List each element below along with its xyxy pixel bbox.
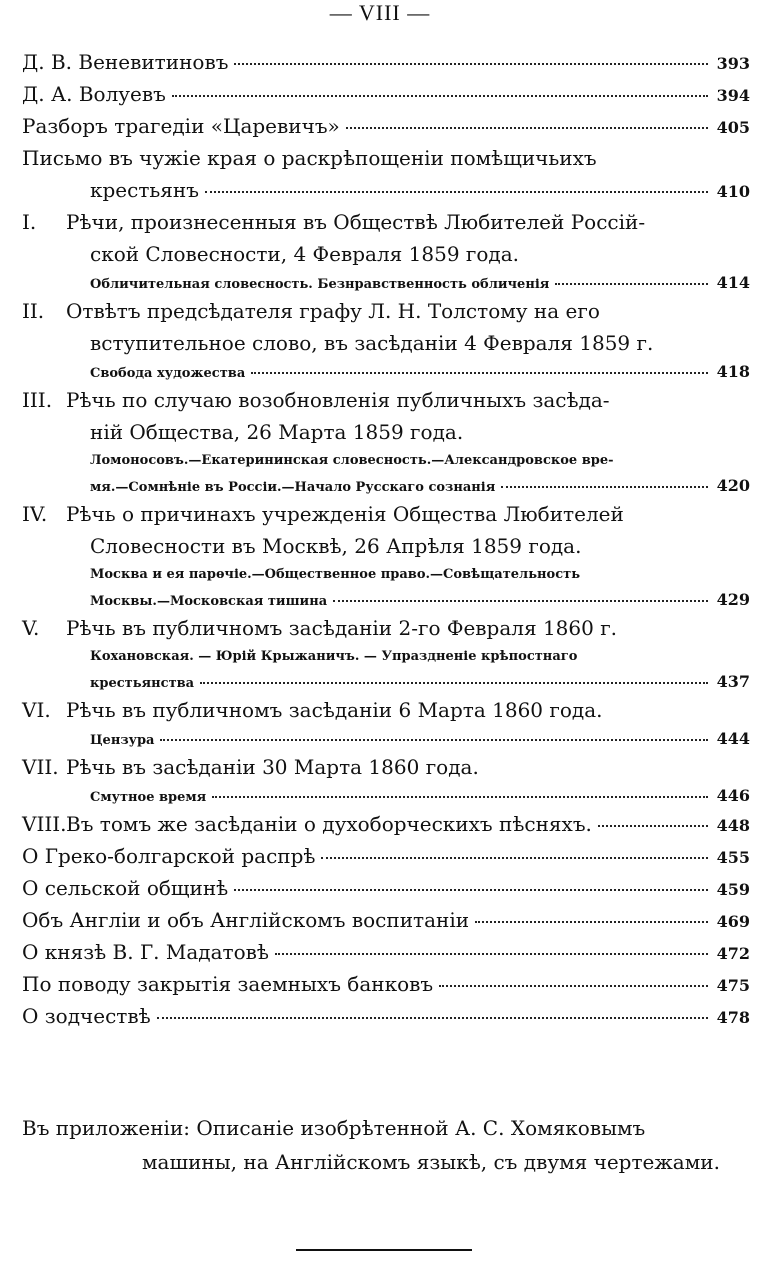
closing-rule [296,1249,472,1251]
subentry-text: Цензура [90,733,155,748]
entry-title-cont: ской Словесности, 4 Февраля 1859 года. [90,242,520,266]
entry-number: V. [22,616,40,640]
toc-entry-line[interactable] [22,142,750,174]
entry-page: 405 [716,118,750,137]
entry-title-cont: Словесности въ Москвѣ, 26 Апрѣля 1859 года. [90,534,582,558]
toc-entry[interactable] [22,808,750,840]
entry-title: Д. А. Волуевъ [22,82,166,106]
appendix-line-1: Въ приложеніи: Описаніе изобрѣтенной А. С. Хомяковымъ [22,1116,646,1140]
subentry-text: Обличительная словесность. Безнравственность обличенія [90,277,550,292]
entry-number: VIII. [22,812,67,836]
toc-entry-line[interactable] [22,327,750,359]
entry-title: По поводу закрытія заемныхъ банковъ [22,972,434,996]
table-of-contents [22,46,750,1032]
entry-title-cont: ній Общества, 26 Марта 1859 года. [90,420,464,444]
entry-title: Въ томъ же засѣданіи о духоборческихъ пѣсняхъ. [66,812,592,836]
dot-leader [234,62,708,65]
entry-title: Письмо въ чужіе края о раскрѣпощеніи помѣщичьихъ [22,146,597,170]
dot-leader [160,738,708,741]
toc-subentry[interactable] [22,644,750,669]
dot-leader [439,984,708,987]
toc-entry[interactable] [22,1000,750,1032]
dot-leader [501,485,708,488]
toc-subentry[interactable] [22,669,750,694]
page-number: — VIII — [329,0,431,25]
dot-leader [598,824,708,827]
entry-title: О князѣ В. Г. Мадатовѣ [22,940,269,964]
toc-entry-line[interactable] [22,612,750,644]
entry-page: 446 [716,786,750,805]
entry-page: 475 [716,976,750,995]
toc-subentry[interactable] [22,448,750,473]
appendix-line-2: машины, на Англійскомъ языкѣ, съ двумя чертежами. [142,1150,720,1174]
toc-entry-line[interactable] [22,206,750,238]
toc-entry-line[interactable] [22,295,750,327]
entry-page: 393 [716,54,750,73]
subentry-text: Ломоносовъ.—Екатерининская словесность.—Александровское вре- [90,453,614,468]
entry-title: Рѣчь въ публичномъ засѣданіи 2-го Февраля 1860 г. [66,616,618,640]
entry-number: II. [22,299,45,323]
toc-subentry[interactable] [22,270,750,295]
dot-leader [212,795,708,798]
entry-page: 478 [716,1008,750,1027]
toc-entry[interactable] [22,46,750,78]
subentry-text: Москвы.—Московская тишина [90,594,328,609]
entry-title: Объ Англіи и объ Англійскомъ воспитаніи [22,908,470,932]
entry-page: 437 [716,672,750,691]
dot-leader [333,599,708,602]
entry-page: 429 [716,590,750,609]
entry-title: Рѣчь въ засѣданіи 30 Марта 1860 года. [66,755,479,779]
entry-title: Рѣчь по случаю возобновленія публичныхъ засѣда- [66,388,610,412]
entry-number: I. [22,210,37,234]
dot-leader [475,920,708,923]
dot-leader [346,126,708,129]
dot-leader [157,1016,708,1019]
entry-page: 459 [716,880,750,899]
entry-title: Рѣчь о причинахъ учрежденія Общества Любителей [66,502,624,526]
toc-entry[interactable] [22,110,750,142]
dot-leader [275,952,708,955]
toc-entry-line[interactable] [22,530,750,562]
subentry-text: Москва и ея парѳчіе.—Общественное право.—Совѣщательность [90,567,581,582]
toc-entry-line[interactable] [22,694,750,726]
entry-number: III. [22,388,53,412]
entry-page: 472 [716,944,750,963]
entry-title: О Греко-болгарской распрѣ [22,844,316,868]
toc-entry[interactable] [22,904,750,936]
entry-page: 418 [716,362,750,381]
entry-title: Разборъ трагедіи «Царевичъ» [22,114,340,138]
entry-page: 414 [716,273,750,292]
toc-entry[interactable] [22,936,750,968]
entry-number: VI. [22,698,51,722]
subentry-text: Кохановская. — Юрій Крыжаничъ. — Упраздненіе крѣпостнаго [90,649,578,664]
dot-leader [234,888,708,891]
toc-entry[interactable] [22,840,750,872]
dot-leader [205,190,708,193]
entry-title: Отвѣтъ предсѣдателя графу Л. Н. Толстому на его [66,299,600,323]
dot-leader [200,681,708,684]
entry-page: 448 [716,816,750,835]
entry-number: IV. [22,502,48,526]
entry-title: Рѣчь въ публичномъ засѣданіи 6 Марта 1860 года. [66,698,603,722]
entry-title: О сельской общинѣ [22,876,229,900]
dot-leader [172,94,708,97]
toc-entry[interactable] [22,968,750,1000]
toc-entry-line[interactable] [22,751,750,783]
entry-page: 410 [716,182,750,201]
subentry-text: крестьянства [90,676,195,691]
toc-subentry[interactable] [22,473,750,498]
subentry-text: мя.—Сомнѣніе въ Россіи.—Начало Русскаго сознанія [90,480,496,495]
toc-entry-line[interactable] [22,238,750,270]
toc-entry-line[interactable] [22,174,750,206]
toc-subentry[interactable] [22,359,750,384]
entry-title: Рѣчи, произнесенныя въ Обществѣ Любителей Россій- [66,210,646,234]
toc-entry[interactable] [22,78,750,110]
toc-entry[interactable] [22,872,750,904]
toc-subentry[interactable] [22,726,750,751]
entry-page: 455 [716,848,750,867]
dot-leader [251,371,708,374]
entry-title: О зодчествѣ [22,1004,151,1028]
toc-subentry[interactable] [22,783,750,808]
subentry-text: Свобода художества [90,366,246,381]
toc-entry-line[interactable] [22,498,750,530]
toc-entry-line[interactable] [22,416,750,448]
entry-page: 444 [716,729,750,748]
appendix-note [22,1111,750,1179]
dot-leader [555,282,708,285]
toc-subentry[interactable] [22,562,750,587]
entry-page: 394 [716,86,750,105]
entry-title-cont: крестьянъ [90,178,199,202]
dot-leader [321,856,708,859]
entry-number: VII. [22,755,59,779]
toc-entry-line[interactable] [22,384,750,416]
entry-title: Д. В. Веневитиновъ [22,50,229,74]
entry-title-cont: вступительное слово, въ засѣданіи 4 Февраля 1859 г. [90,331,654,355]
subentry-text: Смутное время [90,790,207,805]
toc-subentry[interactable] [22,587,750,612]
entry-page: 420 [716,476,750,495]
entry-page: 469 [716,912,750,931]
